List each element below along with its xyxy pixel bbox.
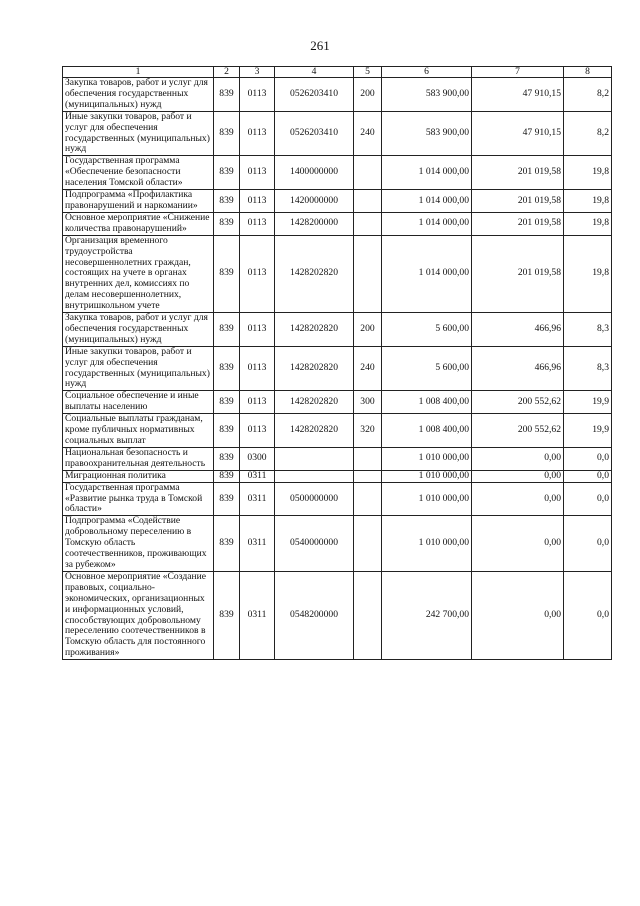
plan-amount-cell: 1 010 000,00 — [382, 482, 472, 516]
expense-type-cell: 300 — [354, 391, 382, 414]
section-code-cell: 0113 — [240, 414, 275, 448]
table-body — [63, 78, 612, 660]
row-name-cell: Основное мероприятие «Создание правовых, социально-экономических, организационных и информационных условий, способствующих добровольному переселению соотечественников в Томскую область для постоянного проживания» — [63, 571, 214, 659]
header-cell: 6 — [382, 67, 472, 78]
table-row — [63, 391, 612, 414]
expense-type-cell — [354, 447, 382, 470]
actual-amount-cell: 201 019,58 — [472, 190, 564, 213]
table-row — [63, 111, 612, 156]
actual-amount-cell: 47 910,15 — [472, 111, 564, 156]
expense-type-cell: 200 — [354, 78, 382, 112]
plan-amount-cell: 1 014 000,00 — [382, 156, 472, 190]
section-code-cell: 0113 — [240, 346, 275, 391]
row-name-cell: Закупка товаров, работ и услуг для обеспечения государственных (муниципальных) нужд — [63, 313, 214, 347]
admin-code-cell: 839 — [214, 212, 240, 235]
actual-amount-cell: 201 019,58 — [472, 235, 564, 312]
section-code-cell: 0113 — [240, 78, 275, 112]
percent-cell: 8,2 — [564, 78, 612, 112]
header-cell: 4 — [275, 67, 354, 78]
actual-amount-cell: 0,00 — [472, 516, 564, 572]
actual-amount-cell: 47 910,15 — [472, 78, 564, 112]
table-row — [63, 313, 612, 347]
plan-amount-cell: 1 008 400,00 — [382, 414, 472, 448]
section-code-cell: 0311 — [240, 516, 275, 572]
table-row — [63, 447, 612, 470]
section-code-cell: 0113 — [240, 111, 275, 156]
admin-code-cell: 839 — [214, 391, 240, 414]
actual-amount-cell: 0,00 — [472, 470, 564, 482]
plan-amount-cell: 5 600,00 — [382, 313, 472, 347]
row-name-cell: Национальная безопасность и правоохранительная деятельность — [63, 447, 214, 470]
percent-cell: 19,9 — [564, 414, 612, 448]
header-cell: 7 — [472, 67, 564, 78]
table-row — [63, 571, 612, 659]
plan-amount-cell: 242 700,00 — [382, 571, 472, 659]
percent-cell: 8,3 — [564, 313, 612, 347]
row-name-cell: Закупка товаров, работ и услуг для обеспечения государственных (муниципальных) нужд — [63, 78, 214, 112]
admin-code-cell: 839 — [214, 235, 240, 312]
percent-cell: 8,2 — [564, 111, 612, 156]
actual-amount-cell: 466,96 — [472, 346, 564, 391]
header-row — [63, 67, 612, 78]
section-code-cell: 0311 — [240, 470, 275, 482]
section-code-cell: 0311 — [240, 571, 275, 659]
percent-cell: 19,9 — [564, 391, 612, 414]
percent-cell: 8,3 — [564, 346, 612, 391]
actual-amount-cell: 201 019,58 — [472, 212, 564, 235]
admin-code-cell: 839 — [214, 111, 240, 156]
admin-code-cell: 839 — [214, 313, 240, 347]
expense-type-cell: 240 — [354, 346, 382, 391]
target-code-cell: 1428202820 — [275, 346, 354, 391]
section-code-cell: 0113 — [240, 156, 275, 190]
expense-type-cell — [354, 516, 382, 572]
table-row — [63, 235, 612, 312]
table-row — [63, 78, 612, 112]
target-code-cell: 1420000000 — [275, 190, 354, 213]
plan-amount-cell: 583 900,00 — [382, 111, 472, 156]
percent-cell: 0,0 — [564, 516, 612, 572]
header-cell: 1 — [63, 67, 214, 78]
percent-cell: 0,0 — [564, 571, 612, 659]
header-cell: 8 — [564, 67, 612, 78]
expense-type-cell — [354, 190, 382, 213]
plan-amount-cell: 1 010 000,00 — [382, 447, 472, 470]
admin-code-cell: 839 — [214, 346, 240, 391]
expense-type-cell — [354, 156, 382, 190]
target-code-cell — [275, 470, 354, 482]
row-name-cell: Иные закупки товаров, работ и услуг для обеспечения государственных (муниципальных) нужд — [63, 346, 214, 391]
section-code-cell: 0311 — [240, 482, 275, 516]
expense-type-cell — [354, 212, 382, 235]
section-code-cell: 0300 — [240, 447, 275, 470]
plan-amount-cell: 1 014 000,00 — [382, 235, 472, 312]
target-code-cell: 1400000000 — [275, 156, 354, 190]
actual-amount-cell: 200 552,62 — [472, 391, 564, 414]
row-name-cell: Миграционная политика — [63, 470, 214, 482]
row-name-cell: Государственная программа «Обеспечение безопасности населения Томской области» — [63, 156, 214, 190]
percent-cell: 19,8 — [564, 212, 612, 235]
expense-type-cell — [354, 235, 382, 312]
table-row — [63, 414, 612, 448]
target-code-cell — [275, 447, 354, 470]
plan-amount-cell: 1 010 000,00 — [382, 516, 472, 572]
percent-cell: 19,8 — [564, 156, 612, 190]
table-row — [63, 516, 612, 572]
row-name-cell: Подпрограмма «Профилактика правонарушений и наркомании» — [63, 190, 214, 213]
percent-cell: 0,0 — [564, 447, 612, 470]
plan-amount-cell: 1 010 000,00 — [382, 470, 472, 482]
section-code-cell: 0113 — [240, 313, 275, 347]
header-cell: 5 — [354, 67, 382, 78]
target-code-cell: 1428202820 — [275, 414, 354, 448]
admin-code-cell: 839 — [214, 571, 240, 659]
target-code-cell: 1428202820 — [275, 313, 354, 347]
plan-amount-cell: 1 014 000,00 — [382, 190, 472, 213]
budget-table — [62, 66, 612, 660]
target-code-cell: 0548200000 — [275, 571, 354, 659]
expense-type-cell — [354, 571, 382, 659]
expense-type-cell: 320 — [354, 414, 382, 448]
expense-type-cell: 200 — [354, 313, 382, 347]
admin-code-cell: 839 — [214, 78, 240, 112]
actual-amount-cell: 0,00 — [472, 447, 564, 470]
row-name-cell: Организация временного трудоустройства несовершеннолетних граждан, состоящих на учете в органах внутренних дел, комиссиях по делам несовершеннолетних, внутришкольном учете — [63, 235, 214, 312]
table-row — [63, 212, 612, 235]
row-name-cell: Подпрограмма «Содействие добровольному переселению в Томскую область соотечественников, проживающих за рубежом» — [63, 516, 214, 572]
section-code-cell: 0113 — [240, 212, 275, 235]
expense-type-cell — [354, 470, 382, 482]
table-row — [63, 156, 612, 190]
percent-cell: 19,8 — [564, 190, 612, 213]
target-code-cell: 0540000000 — [275, 516, 354, 572]
target-code-cell: 1428200000 — [275, 212, 354, 235]
row-name-cell: Социальные выплаты гражданам, кроме публичных нормативных социальных выплат — [63, 414, 214, 448]
actual-amount-cell: 200 552,62 — [472, 414, 564, 448]
target-code-cell: 1428202820 — [275, 391, 354, 414]
page-number: 261 — [310, 38, 330, 53]
percent-cell: 19,8 — [564, 235, 612, 312]
table-row — [63, 470, 612, 482]
table-row — [63, 190, 612, 213]
admin-code-cell: 839 — [214, 470, 240, 482]
admin-code-cell: 839 — [214, 156, 240, 190]
section-code-cell: 0113 — [240, 235, 275, 312]
plan-amount-cell: 583 900,00 — [382, 78, 472, 112]
admin-code-cell: 839 — [214, 516, 240, 572]
target-code-cell: 1428202820 — [275, 235, 354, 312]
target-code-cell: 0500000000 — [275, 482, 354, 516]
row-name-cell: Социальное обеспечение и иные выплаты населению — [63, 391, 214, 414]
target-code-cell: 0526203410 — [275, 78, 354, 112]
actual-amount-cell: 0,00 — [472, 482, 564, 516]
section-code-cell: 0113 — [240, 190, 275, 213]
header-cell: 3 — [240, 67, 275, 78]
admin-code-cell: 839 — [214, 414, 240, 448]
header-cell: 2 — [214, 67, 240, 78]
plan-amount-cell: 1 008 400,00 — [382, 391, 472, 414]
table-row — [63, 346, 612, 391]
expense-type-cell — [354, 482, 382, 516]
admin-code-cell: 839 — [214, 447, 240, 470]
row-name-cell: Государственная программа «Развитие рынка труда в Томской области» — [63, 482, 214, 516]
actual-amount-cell: 466,96 — [472, 313, 564, 347]
target-code-cell: 0526203410 — [275, 111, 354, 156]
plan-amount-cell: 1 014 000,00 — [382, 212, 472, 235]
plan-amount-cell: 5 600,00 — [382, 346, 472, 391]
row-name-cell: Основное мероприятие «Снижение количества правонарушений» — [63, 212, 214, 235]
expense-type-cell: 240 — [354, 111, 382, 156]
row-name-cell: Иные закупки товаров, работ и услуг для обеспечения государственных (муниципальных) нужд — [63, 111, 214, 156]
table-row — [63, 482, 612, 516]
admin-code-cell: 839 — [214, 190, 240, 213]
section-code-cell: 0113 — [240, 391, 275, 414]
percent-cell: 0,0 — [564, 470, 612, 482]
admin-code-cell: 839 — [214, 482, 240, 516]
percent-cell: 0,0 — [564, 482, 612, 516]
actual-amount-cell: 201 019,58 — [472, 156, 564, 190]
actual-amount-cell: 0,00 — [472, 571, 564, 659]
